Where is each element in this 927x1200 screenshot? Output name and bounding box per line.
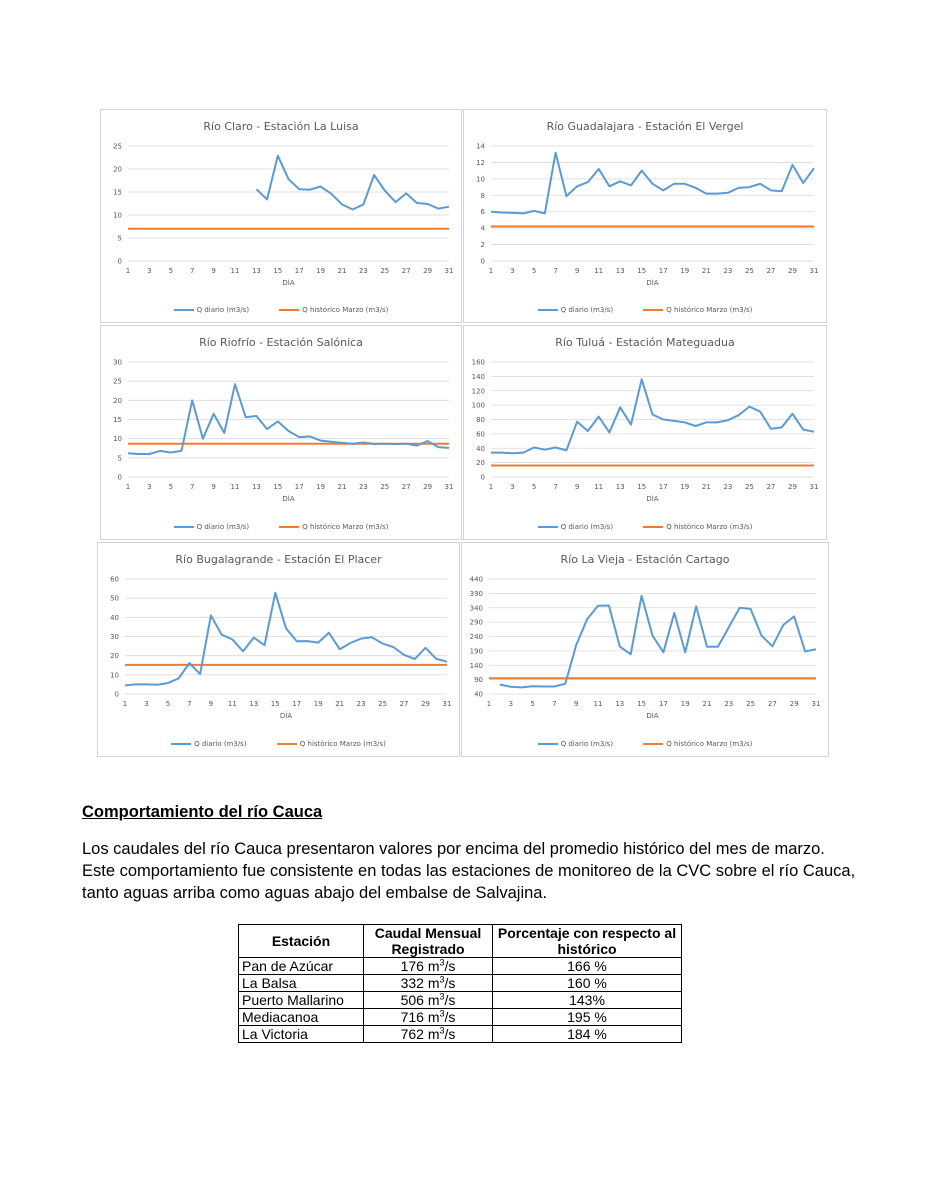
- chart-title: Río Tuluá - Estación Mateguadua: [555, 336, 735, 349]
- x-tick-label: 29: [423, 483, 433, 491]
- x-tick-label: 25: [746, 700, 756, 708]
- y-tick-label: 2: [480, 241, 485, 250]
- y-tick-label: 0: [114, 690, 119, 699]
- chart-rio-claro: [100, 109, 462, 323]
- cell-flow: 762 $m^3/s$: [364, 1026, 493, 1043]
- x-tick-label: 9: [208, 700, 214, 708]
- x-tick-label: 21: [337, 483, 347, 491]
- legend-label-daily: Q diario (m3/s): [196, 306, 250, 314]
- flow-table: [238, 924, 682, 1043]
- x-tick-label: 31: [811, 700, 821, 708]
- legend-label-daily: Q diario (m3/s): [560, 740, 614, 748]
- x-axis-label: DÍA: [646, 712, 659, 720]
- y-tick-label: 10: [110, 671, 119, 680]
- series-line-daily: [125, 593, 447, 686]
- chart-legend: [98, 739, 459, 748]
- x-tick-label: 27: [399, 700, 409, 708]
- x-tick-label: 19: [313, 700, 323, 708]
- x-tick-label: 27: [767, 700, 777, 708]
- chart-title: Río Riofrío - Estación Salónica: [199, 336, 363, 349]
- x-tick-label: 23: [358, 483, 368, 491]
- chart-plot: [101, 326, 463, 541]
- legend-swatch-historic: [643, 743, 663, 745]
- x-tick-label: 23: [356, 700, 366, 708]
- y-tick-label: 30: [113, 358, 122, 367]
- table-row: [239, 1026, 682, 1043]
- y-tick-label: 190: [469, 647, 483, 656]
- y-tick-label: 160: [471, 358, 485, 367]
- legend-swatch-daily: [174, 309, 194, 311]
- x-tick-label: 25: [380, 267, 390, 275]
- x-tick-label: 25: [378, 700, 388, 708]
- x-tick-label: 3: [510, 267, 515, 275]
- x-tick-label: 13: [251, 483, 261, 491]
- y-tick-label: 6: [480, 208, 485, 217]
- x-tick-label: 29: [788, 483, 797, 491]
- y-tick-label: 0: [117, 257, 122, 266]
- table-row: [239, 958, 682, 975]
- table-row: [239, 992, 682, 1009]
- x-tick-label: 11: [230, 267, 240, 275]
- chart-legend: [464, 305, 826, 314]
- legend-label-historic: Q histórico Marzo (m3/s): [666, 306, 753, 314]
- y-tick-label: 20: [113, 165, 122, 174]
- x-tick-label: 13: [615, 267, 625, 275]
- legend-swatch-historic: [643, 526, 663, 528]
- y-tick-label: 390: [469, 589, 483, 598]
- cell-station: Pan de Azúcar: [239, 958, 364, 975]
- x-tick-label: 15: [637, 483, 647, 491]
- x-tick-label: 3: [147, 483, 152, 491]
- x-tick-label: 3: [147, 267, 152, 275]
- x-tick-label: 29: [421, 700, 430, 708]
- chart-title: Río Bugalagrande - Estación El Placer: [175, 553, 382, 566]
- header-percent: Porcentaje con respecto al histórico: [493, 925, 682, 958]
- y-tick-label: 100: [471, 401, 485, 410]
- x-tick-label: 11: [230, 483, 240, 491]
- x-tick-label: 17: [294, 267, 304, 275]
- x-tick-label: 7: [553, 483, 558, 491]
- x-tick-label: 21: [702, 700, 712, 708]
- y-tick-label: 60: [110, 575, 119, 584]
- x-tick-label: 27: [766, 483, 776, 491]
- legend-label-daily: Q diario (m3/s): [194, 740, 247, 748]
- x-axis-label: DÍA: [646, 495, 659, 503]
- y-tick-label: 25: [113, 377, 122, 386]
- x-tick-label: 7: [187, 700, 192, 708]
- x-tick-label: 19: [680, 700, 690, 708]
- x-tick-label: 7: [189, 483, 195, 491]
- y-tick-label: 290: [469, 618, 483, 627]
- y-tick-label: 12: [476, 158, 485, 167]
- x-tick-label: 5: [168, 267, 174, 275]
- x-tick-label: 27: [401, 267, 411, 275]
- x-tick-label: 3: [144, 700, 149, 708]
- legend-swatch-historic: [279, 309, 299, 311]
- x-tick-label: 13: [615, 700, 625, 708]
- x-tick-label: 21: [701, 483, 711, 491]
- section-heading: Comportamiento del río Cauca: [82, 803, 323, 821]
- legend-label-historic: Q histórico Marzo (m3/s): [666, 740, 753, 748]
- x-tick-label: 15: [637, 700, 647, 708]
- x-tick-label: 5: [165, 700, 171, 708]
- chart-plot: [98, 543, 461, 758]
- y-tick-label: 25: [113, 142, 122, 151]
- legend-swatch-daily: [538, 743, 558, 745]
- legend-swatch-historic: [279, 526, 299, 528]
- y-tick-label: 120: [471, 387, 485, 396]
- y-tick-label: 10: [113, 435, 122, 444]
- cell-flow: 332 $m^3/s$: [364, 975, 493, 992]
- header-flow: Caudal Mensual Registrado: [364, 925, 493, 958]
- chart-title: Río La Vieja - Estación Cartago: [560, 553, 730, 566]
- x-tick-label: 29: [423, 267, 433, 275]
- x-tick-label: 23: [724, 700, 734, 708]
- x-tick-label: 7: [553, 267, 558, 275]
- x-tick-label: 9: [573, 700, 579, 708]
- x-tick-label: 1: [125, 267, 131, 275]
- cell-percent: 143%: [493, 992, 682, 1009]
- legend-label-historic: Q histórico Marzo (m3/s): [302, 306, 389, 314]
- x-tick-label: 25: [380, 483, 390, 491]
- series-line-daily: [500, 596, 816, 688]
- legend-swatch-daily: [171, 743, 191, 745]
- x-tick-label: 1: [125, 483, 131, 491]
- y-tick-label: 4: [480, 224, 485, 233]
- x-tick-label: 13: [249, 700, 259, 708]
- x-tick-label: 19: [316, 267, 326, 275]
- x-tick-label: 15: [637, 267, 647, 275]
- y-tick-label: 15: [113, 416, 122, 424]
- chart-rio-guadalajara: [463, 109, 827, 323]
- y-tick-label: 40: [476, 444, 485, 453]
- x-tick-label: 21: [335, 700, 345, 708]
- legend-label-daily: Q diario (m3/s): [560, 523, 614, 531]
- x-tick-label: 5: [168, 483, 174, 491]
- y-tick-label: 340: [469, 604, 483, 613]
- y-tick-label: 14: [476, 142, 485, 151]
- header-station: Estación: [239, 925, 364, 958]
- x-tick-label: 23: [358, 267, 368, 275]
- table-row: [239, 1009, 682, 1026]
- x-tick-label: 29: [789, 700, 799, 708]
- chart-legend: [464, 522, 826, 531]
- chart-plot: [464, 326, 828, 541]
- x-tick-label: 27: [766, 267, 776, 275]
- x-tick-label: 11: [594, 483, 604, 491]
- x-tick-label: 9: [574, 483, 580, 491]
- x-tick-label: 19: [316, 483, 326, 491]
- x-tick-label: 29: [788, 267, 797, 275]
- chart-title: Río Claro - Estación La Luisa: [203, 120, 359, 133]
- y-tick-label: 0: [480, 473, 485, 482]
- y-tick-label: 80: [476, 416, 485, 424]
- x-tick-label: 17: [292, 700, 302, 708]
- y-tick-label: 140: [469, 661, 483, 670]
- y-tick-label: 10: [113, 211, 122, 220]
- cell-percent: 184 %: [493, 1026, 682, 1043]
- x-tick-label: 15: [273, 483, 283, 491]
- x-tick-label: 31: [442, 700, 452, 708]
- legend-swatch-historic: [277, 743, 297, 745]
- chart-legend: [101, 522, 461, 531]
- x-tick-label: 11: [594, 267, 604, 275]
- x-tick-label: 1: [488, 483, 494, 491]
- legend-swatch-daily: [538, 526, 558, 528]
- cell-percent: 195 %: [493, 1009, 682, 1026]
- x-axis-label: DÍA: [282, 495, 295, 503]
- x-tick-label: 13: [615, 483, 625, 491]
- x-tick-label: 19: [680, 267, 690, 275]
- y-tick-label: 40: [110, 613, 119, 622]
- x-tick-label: 1: [486, 700, 492, 708]
- y-tick-label: 15: [113, 188, 122, 197]
- x-tick-label: 25: [744, 267, 754, 275]
- x-tick-label: 31: [444, 267, 454, 275]
- cell-station: Mediacanoa: [239, 1009, 364, 1026]
- legend-label-historic: Q histórico Marzo (m3/s): [302, 523, 389, 531]
- chart-plot: [101, 110, 463, 324]
- chart-plot: [462, 543, 830, 758]
- y-tick-label: 50: [110, 594, 119, 603]
- chart-rio-bugalagrande: [97, 542, 460, 757]
- y-tick-label: 20: [113, 396, 122, 405]
- x-axis-label: DÍA: [646, 279, 659, 287]
- x-tick-label: 11: [227, 700, 237, 708]
- y-tick-label: 90: [474, 676, 483, 685]
- x-tick-label: 19: [680, 483, 690, 491]
- x-tick-label: 31: [809, 483, 819, 491]
- x-tick-label: 3: [510, 483, 515, 491]
- x-tick-label: 9: [211, 483, 216, 491]
- chart-legend: [101, 305, 461, 314]
- y-tick-label: 5: [117, 454, 122, 463]
- x-tick-label: 5: [530, 700, 535, 708]
- chart-legend: [462, 739, 828, 748]
- x-tick-label: 21: [337, 267, 347, 275]
- table-row: [239, 975, 682, 992]
- x-axis-label: DÍA: [279, 712, 293, 720]
- chart-rio-riofrio: [100, 325, 462, 540]
- chart-title: Río Guadalajara - Estación El Vergel: [546, 120, 744, 133]
- y-tick-label: 10: [476, 175, 485, 184]
- x-tick-label: 1: [122, 700, 128, 708]
- legend-label-historic: Q histórico Marzo (m3/s): [666, 523, 753, 531]
- y-tick-label: 240: [469, 633, 483, 641]
- x-axis-label: DÍA: [282, 279, 295, 287]
- chart-rio-la-vieja: [461, 542, 829, 757]
- x-tick-label: 17: [658, 483, 668, 491]
- cell-station: Puerto Mallarino: [239, 992, 364, 1009]
- x-tick-label: 17: [658, 700, 668, 708]
- legend-swatch-daily: [538, 309, 558, 311]
- x-tick-label: 15: [273, 267, 283, 275]
- y-tick-label: 20: [476, 459, 485, 468]
- x-tick-label: 9: [211, 267, 216, 275]
- x-tick-label: 11: [593, 700, 603, 708]
- cell-station: La Victoria: [239, 1026, 364, 1043]
- series-line-daily: [256, 156, 449, 210]
- x-tick-label: 9: [574, 267, 580, 275]
- x-tick-label: 23: [723, 267, 733, 275]
- y-tick-label: 40: [474, 690, 483, 699]
- cell-percent: 166 %: [493, 958, 682, 975]
- x-tick-label: 27: [401, 483, 411, 491]
- chart-rio-tulua: [463, 325, 827, 540]
- y-tick-label: 60: [476, 430, 485, 439]
- cell-flow: 176 $m^3/s$: [364, 958, 493, 975]
- cell-station: La Balsa: [239, 975, 364, 992]
- x-tick-label: 7: [189, 267, 195, 275]
- legend-label-daily: Q diario (m3/s): [196, 523, 250, 531]
- x-tick-label: 7: [552, 700, 557, 708]
- y-tick-label: 8: [480, 191, 485, 200]
- x-tick-label: 31: [809, 267, 819, 275]
- cell-flow: 716 $m^3/s$: [364, 1009, 493, 1026]
- legend-swatch-historic: [643, 309, 663, 311]
- section-paragraph: Los caudales del río Cauca presentaron valores por encima del promedio histórico del mes de marzo. Este comportamiento fue consistente en todas las estaciones de monitoreo de la CVC sobre el río Cauca, tanto aguas arriba como aguas abajo del embalse de Salvajina.: [82, 840, 856, 902]
- y-tick-label: 5: [117, 234, 122, 243]
- x-tick-label: 1: [488, 267, 494, 275]
- legend-label-historic: Q histórico Marzo (m3/s): [299, 740, 386, 748]
- y-tick-label: 20: [110, 652, 119, 661]
- x-tick-label: 25: [744, 483, 754, 491]
- legend-swatch-daily: [174, 526, 194, 528]
- x-tick-label: 3: [508, 700, 514, 708]
- x-tick-label: 13: [251, 267, 261, 275]
- y-tick-label: 0: [480, 257, 485, 266]
- x-tick-label: 15: [270, 700, 280, 708]
- y-tick-label: 140: [471, 372, 485, 381]
- x-tick-label: 21: [701, 267, 711, 275]
- x-tick-label: 17: [294, 483, 304, 491]
- series-line-daily: [491, 153, 814, 214]
- y-tick-label: 0: [117, 473, 122, 482]
- x-tick-label: 31: [444, 483, 454, 491]
- x-tick-label: 17: [658, 267, 668, 275]
- table-header-row: [239, 925, 682, 958]
- y-tick-label: 30: [110, 633, 119, 641]
- x-tick-label: 5: [531, 267, 537, 275]
- cell-flow: 506 $m^3/s$: [364, 992, 493, 1009]
- y-tick-label: 440: [469, 575, 483, 584]
- chart-plot: [464, 110, 828, 324]
- cell-percent: 160 %: [493, 975, 682, 992]
- legend-label-daily: Q diario (m3/s): [560, 306, 614, 314]
- x-tick-label: 5: [531, 483, 537, 491]
- x-tick-label: 23: [723, 483, 733, 491]
